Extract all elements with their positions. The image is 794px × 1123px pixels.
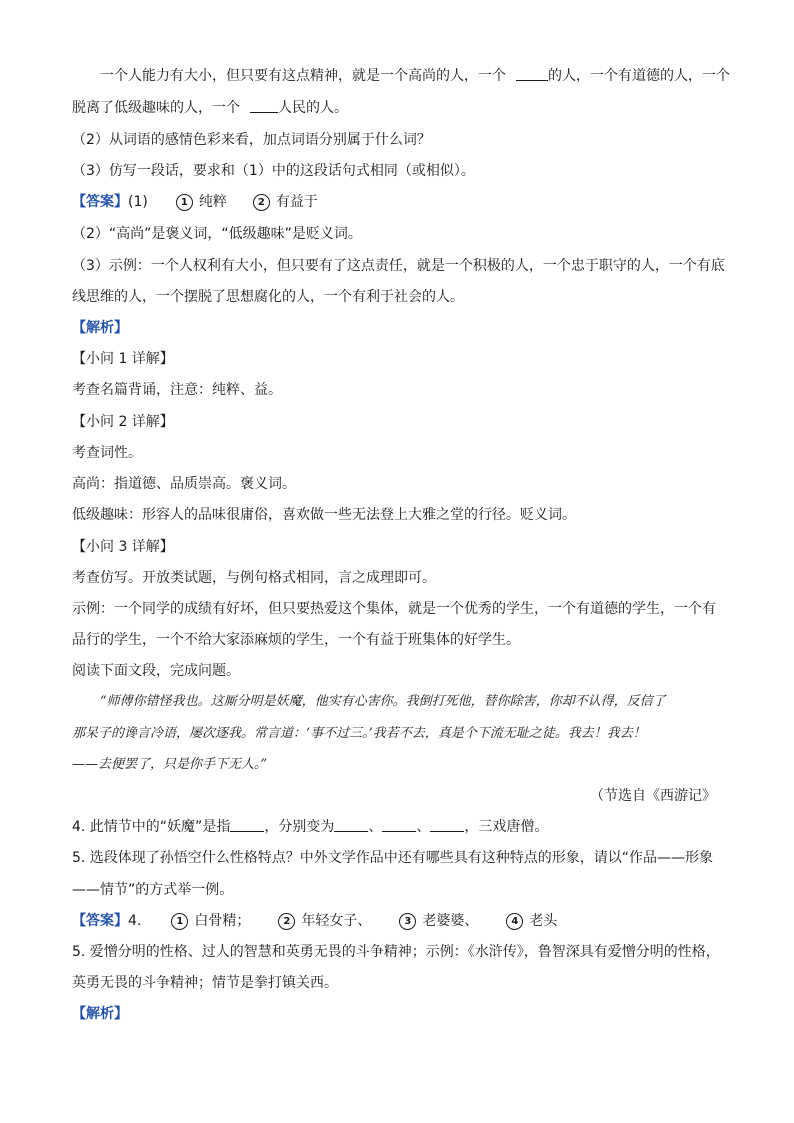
answer-tag: 【答案】 [72, 194, 128, 210]
fill-blank[interactable] [250, 98, 278, 113]
answer-4 [72, 911, 557, 931]
fill-blank[interactable] [516, 66, 548, 81]
excerpt-line-1: “师傅你错怪我也。这厮分明是妖魔，他实有心害你。我倒打死他，替你除害，你却不认得，反信了 [100, 694, 666, 709]
text: 的人，一个有道德的人，一个 [548, 68, 730, 84]
sub-question-2-text: 考查词性。 [72, 445, 142, 461]
text: 纯粹 [198, 194, 227, 210]
passage-line-2 [72, 98, 348, 118]
sub-question-3-title: 【小问 3 详解】 [72, 539, 174, 555]
text: 老头 [529, 913, 558, 929]
circled-number: 3 [399, 913, 416, 930]
text: 、 [416, 819, 431, 835]
excerpt-source: （节选自《西游记》 [590, 788, 716, 804]
answer-5-line-1: 5. 爱憎分明的性格、过人的智慧和英勇无畏的斗争精神；示例：《水浒传》，鲁智深具有爱憎分明的性格， [72, 944, 720, 960]
sub-question-1-text: 考查名篇背诵，注意：纯粹、益。 [72, 382, 282, 398]
circled-number: 1 [176, 194, 193, 211]
answer-tag: 【答案】 [72, 913, 128, 929]
text: 白骨精； [194, 913, 251, 929]
text: 年轻女子、 [301, 913, 372, 929]
reading-intro: 阅读下面文段，完成问题。 [72, 663, 240, 679]
fill-blank[interactable] [382, 817, 416, 832]
question-2: （2）从词语的感情色彩来看，加点词语分别属于什么词？ [72, 132, 431, 148]
text: 人民的人。 [278, 100, 348, 116]
analysis-tag: 【解析】 [72, 1006, 128, 1022]
sub-question-3-text: 示例：一个同学的成绩有好坏，但只要热爱这个集体，就是一个优秀的学生，一个有道德的学生，一个有 [72, 601, 716, 617]
analysis-tag: 【解析】 [72, 320, 128, 336]
text: 4. [128, 913, 142, 929]
circled-number: 2 [253, 194, 270, 211]
fill-blank[interactable] [430, 817, 464, 832]
text: 一个人能力有大小，但只要有这点精神，就是一个高尚的人，一个 [100, 68, 506, 84]
circled-number: 2 [278, 913, 295, 930]
sub-question-1-title: 【小问 1 详解】 [72, 351, 174, 367]
answer-3-line-2: 线思维的人，一个摆脱了思想腐化的人，一个有利于社会的人。 [72, 289, 464, 305]
text: 脱离了低级趣味的人，一个 [72, 100, 240, 116]
answer-3-line-1: （3）示例：一个人权利有大小，但只要有了这点责任，就是一个积极的人，一个忠于职守的人，一个有底 [72, 258, 725, 274]
sub-question-2-text: 高尚：指道德、品质崇高。褒义词。 [72, 476, 296, 492]
question-5-line-2: ——情节”的方式举一例。 [72, 882, 234, 898]
fill-blank[interactable] [334, 817, 368, 832]
text: 有益于 [275, 194, 318, 210]
sub-question-3-text: 品行的学生，一个不给大家添麻烦的学生，一个有益于班集体的好学生。 [72, 632, 520, 648]
question-5-line-1: 5. 选段体现了孙悟空什么性格特点？中外文学作品中还有哪些具有这种特点的形象，请以“作品——形象 [72, 850, 714, 866]
text: ，分别变为 [264, 819, 335, 835]
excerpt-line-2: 那呆子的谗言冷语，屡次逐我。常言道：‘事不过三。’我若不去，真是个下流无耻之徒。我去！我去！ [72, 726, 646, 741]
sub-question-3-text: 考查仿写。开放类试题，与例句格式相同，言之成理即可。 [72, 570, 436, 586]
question-4 [72, 817, 548, 837]
text: 4. 此情节中的“妖魔”是指 [72, 819, 231, 835]
answer-1 [72, 192, 318, 212]
circled-number: 4 [506, 913, 523, 930]
answer-2: （2）“高尚”是褒义词，“低级趣味”是贬义词。 [72, 226, 362, 242]
question-3: （3）仿写一段话，要求和（1）中的这段话句式相同（或相似）。 [72, 163, 475, 179]
text: ，三戏唐僧。 [464, 819, 549, 835]
circled-number: 1 [171, 913, 188, 930]
fill-blank[interactable] [230, 817, 264, 832]
text: (1) [128, 194, 148, 210]
text: 、 [368, 819, 383, 835]
sub-question-2-text: 低级趣味：形容人的品味很庸俗，喜欢做一些无法登上大雅之堂的行径。贬义词。 [72, 507, 576, 523]
text: 老婆婆、 [422, 913, 479, 929]
excerpt-line-3: ——去便罢了，只是你手下无人。” [72, 757, 268, 772]
passage-line-1 [100, 66, 730, 86]
sub-question-2-title: 【小问 2 详解】 [72, 414, 174, 430]
answer-5-line-2: 英勇无畏的斗争精神；情节是拳打镇关西。 [72, 975, 338, 991]
